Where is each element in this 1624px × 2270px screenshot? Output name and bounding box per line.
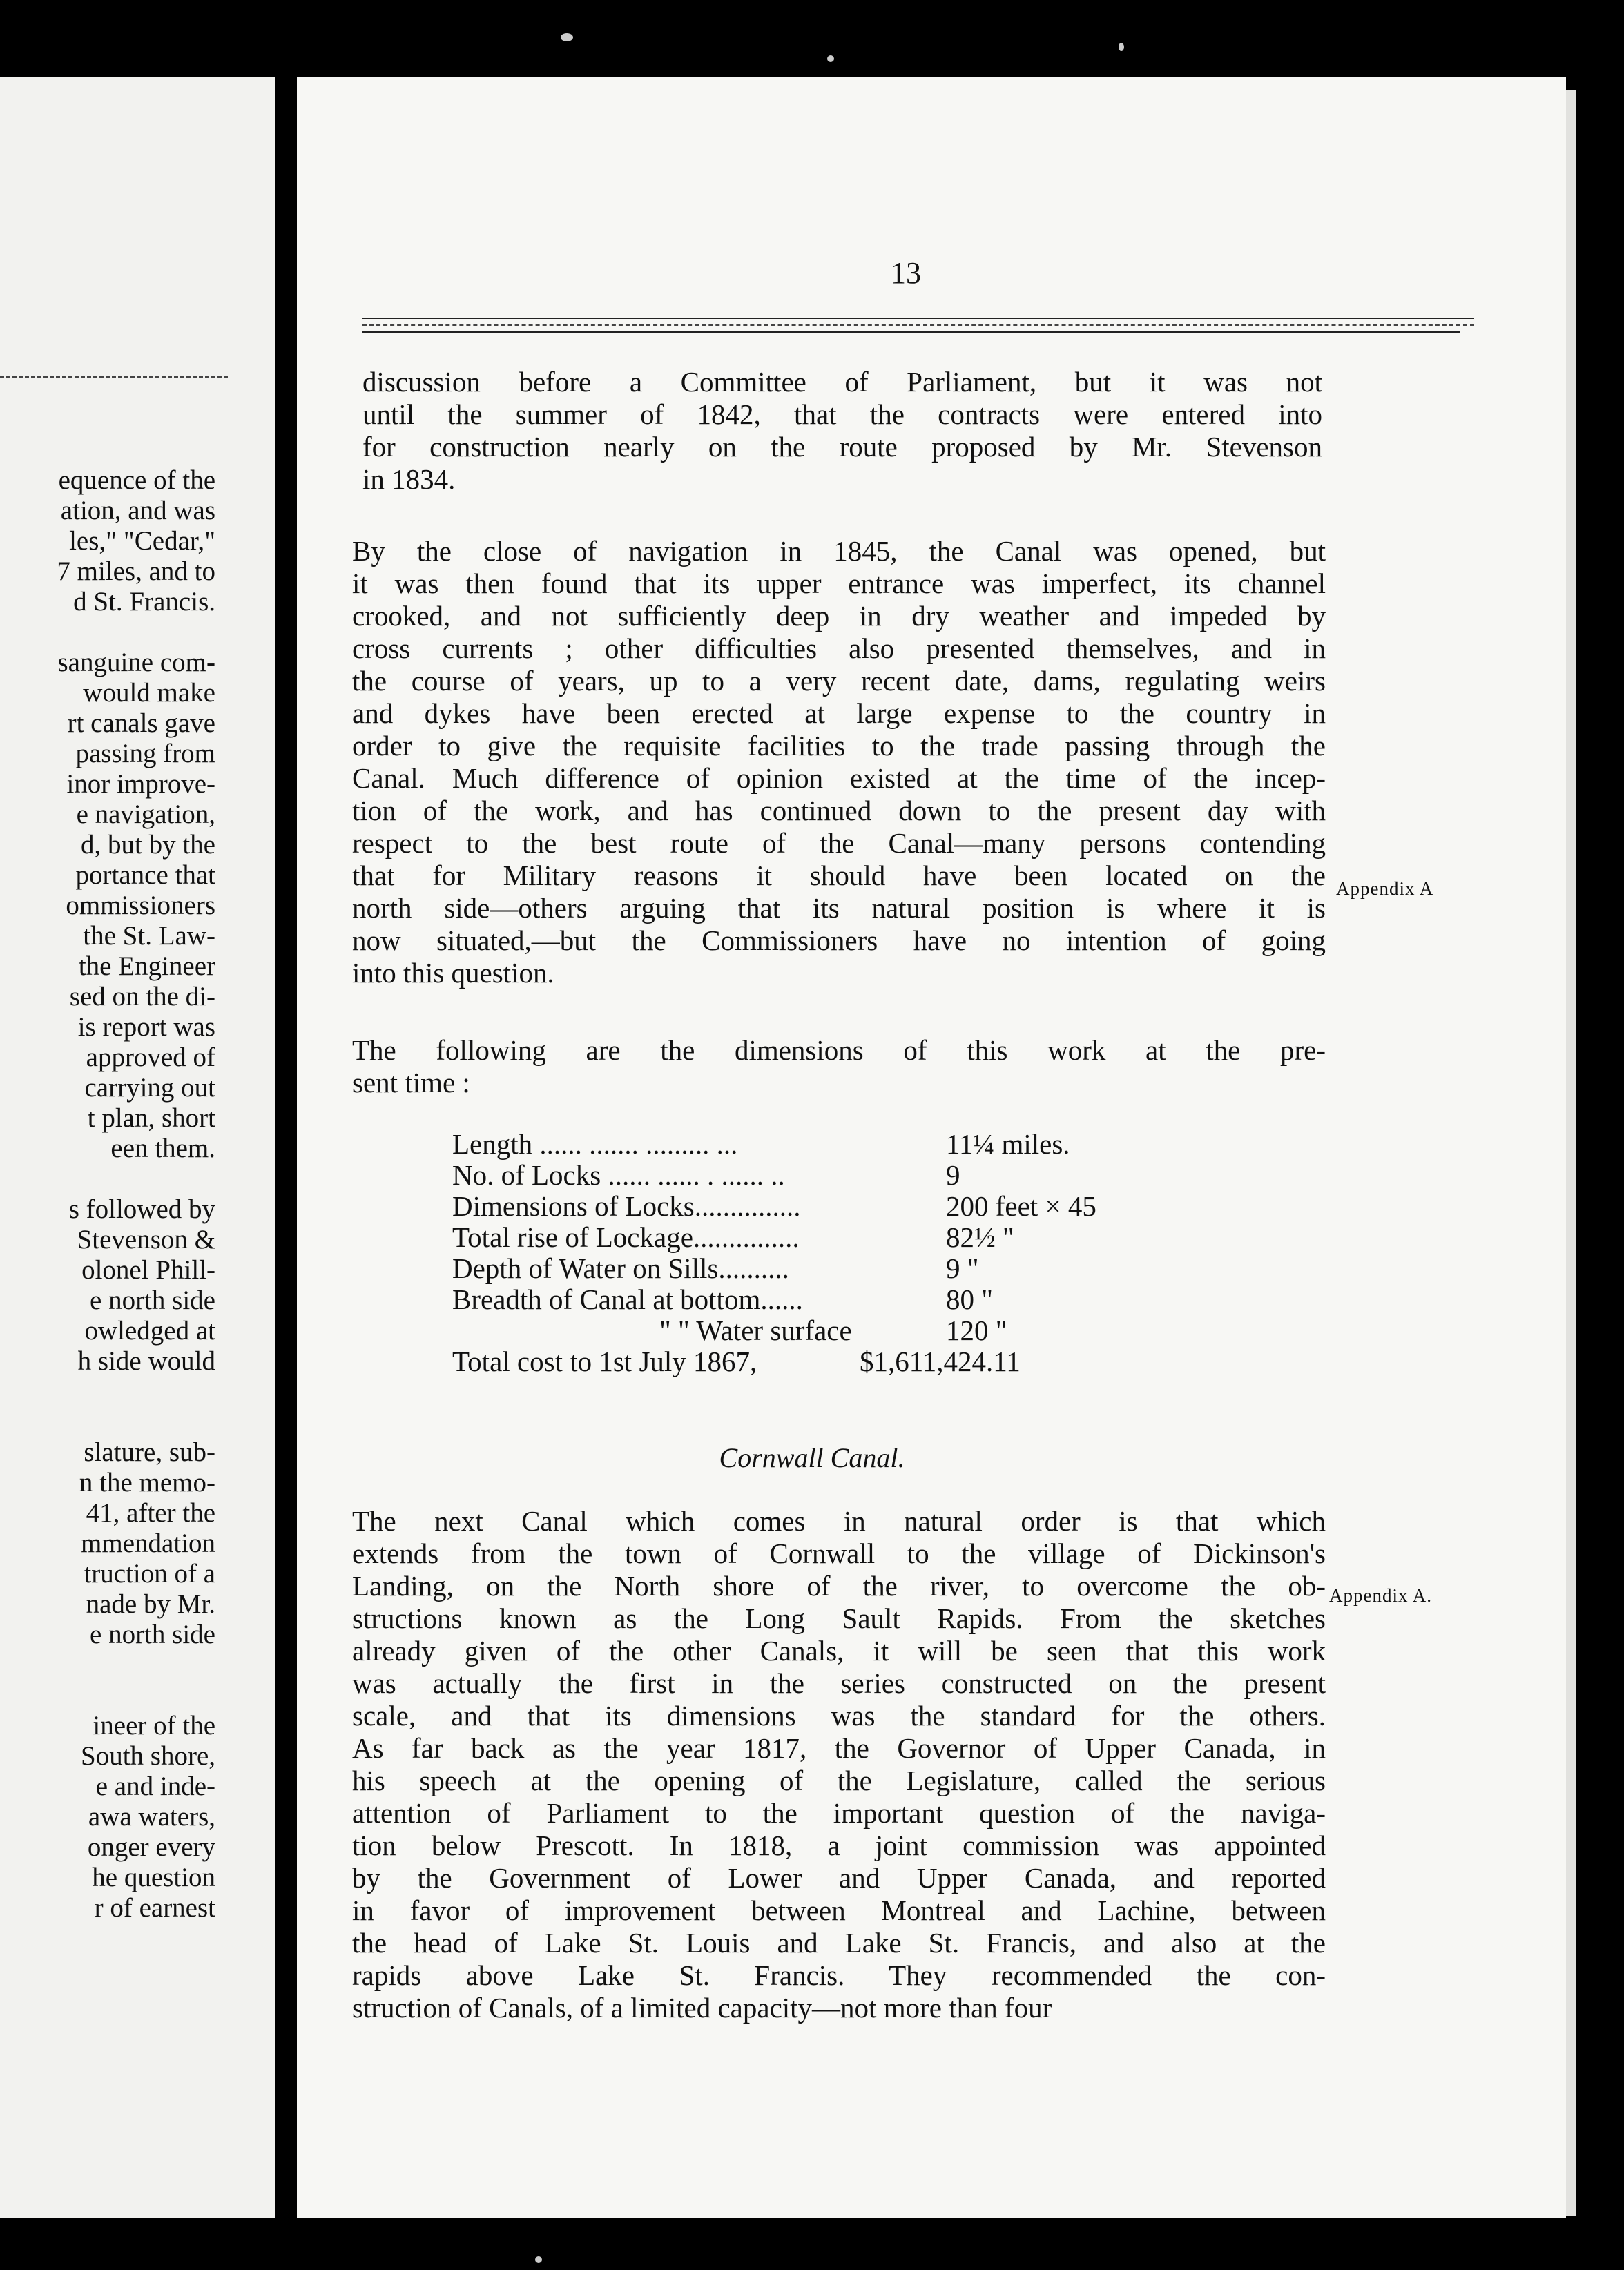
text-line: structions known as the Long Sault Rapids. From the sketches: [352, 1602, 1326, 1634]
text-line: in 1834.: [362, 463, 456, 495]
left-page-line: d St. Francis.: [73, 587, 215, 617]
text-line: that for Military reasons it should have been located on the: [352, 860, 1326, 891]
text-line: now situated,—but the Commissioners have no intention of going: [352, 924, 1326, 956]
dimension-label: " " Water surface: [659, 1315, 852, 1346]
text-line: crooked, and not sufficiently deep in dry weather and impeded by: [352, 600, 1326, 632]
paragraph-4: [352, 1505, 1326, 2024]
text-line: order to give the requisite facilities to the trade passing through the: [352, 730, 1326, 761]
left-page-line: he question: [92, 1863, 215, 1892]
text-line: cross currents ; other difficulties also presented themselves, and in: [352, 632, 1326, 664]
dimension-value: 120 ": [946, 1315, 1007, 1346]
left-page-line: ommissioners: [66, 891, 215, 920]
header-rule: [362, 331, 1460, 333]
left-page-line: mmendation: [81, 1529, 215, 1558]
left-page-line: h side would: [77, 1346, 215, 1376]
dimension-label: No. of Locks ...... ...... . ...... ..: [452, 1159, 785, 1191]
left-page-line: equence of the: [58, 465, 215, 495]
left-page-line: e north side: [90, 1286, 215, 1315]
text-line: sent time :: [352, 1067, 470, 1098]
text-line: By the close of navigation in 1845, the Canal was opened, but: [352, 535, 1326, 567]
dimension-value: 9: [946, 1159, 960, 1191]
dimension-label: Breadth of Canal at bottom......: [452, 1283, 803, 1315]
dimensions-table: [452, 1129, 1212, 1377]
dimension-row: [452, 1129, 1212, 1160]
left-page-line: rt canals gave: [67, 708, 215, 738]
dimension-value: $1,611,424.11: [860, 1346, 1021, 1377]
scan-speck: [561, 33, 573, 41]
left-page-line: e navigation,: [76, 799, 215, 829]
dimension-row: [452, 1160, 1212, 1191]
page-edge: [1566, 90, 1576, 2216]
dimension-value: 11¼ miles.: [946, 1128, 1070, 1160]
left-page-line: 7 miles, and to: [57, 556, 215, 586]
dimension-row: [452, 1315, 1212, 1346]
left-page-line: e north side: [90, 1620, 215, 1649]
text-line: the course of years, up to a very recent date, dams, regulating weirs: [352, 665, 1326, 697]
header-rule: [362, 318, 1474, 319]
text-line: rapids above Lake St. Francis. They recommended the con-: [352, 1959, 1326, 1991]
dimension-value: 80 ": [946, 1283, 993, 1315]
dimension-label: Length ...... ....... ......... ...: [452, 1128, 738, 1160]
text-line: Landing, on the North shore of the river, to overcome the ob-: [352, 1570, 1326, 1602]
left-page-line: onger every: [87, 1832, 215, 1862]
left-page-line: sanguine com-: [57, 648, 215, 677]
dimension-row: [452, 1191, 1212, 1222]
left-page-line: olonel Phill-: [81, 1255, 215, 1285]
left-page-line: d, but by the: [81, 830, 215, 860]
left-page-line: een them.: [110, 1134, 215, 1163]
text-line: it was then found that its upper entrance was imperfect, its channel: [352, 568, 1326, 599]
text-line: respect to the best route of the Canal—many persons contending: [352, 827, 1326, 859]
scan-speck: [535, 2256, 542, 2263]
left-page-line: portance that: [75, 860, 215, 890]
left-page-line: carrying out: [84, 1073, 215, 1103]
text-line: and dykes have been erected at large expense to the country in: [352, 697, 1326, 729]
header-rule: [362, 324, 1474, 326]
text-line: scale, and that its dimensions was the standard for the others.: [352, 1700, 1326, 1731]
left-page-line: s followed by: [68, 1194, 215, 1224]
dimension-value: 200 feet × 45: [946, 1190, 1096, 1222]
left-page-line: t plan, short: [87, 1103, 215, 1133]
left-page-line: Stevenson &: [77, 1225, 215, 1254]
text-line: discussion before a Committee of Parliament, but it was not: [362, 366, 1322, 398]
left-page-line: r of earnest: [94, 1893, 215, 1923]
text-line: As far back as the year 1817, the Governor of Upper Canada, in: [352, 1732, 1326, 1764]
dimension-value: 82½ ": [946, 1221, 1014, 1253]
left-page-line: owledged at: [84, 1316, 215, 1346]
scan-speck: [827, 55, 834, 62]
page-number: 13: [891, 256, 921, 290]
dimension-row: [452, 1284, 1212, 1315]
left-page-line: slature, sub-: [84, 1437, 215, 1467]
left-page-line: inor improve-: [66, 769, 215, 799]
text-line: for construction nearly on the route proposed by Mr. Stevenson: [362, 431, 1322, 463]
left-page-line: ation, and was: [60, 496, 215, 525]
dimension-row: [452, 1346, 1212, 1377]
left-page-rule: [0, 376, 228, 378]
dimension-label: Dimensions of Locks...............: [452, 1190, 801, 1222]
left-page-line: approved of: [86, 1042, 215, 1072]
text-line: tion below Prescott. In 1818, a joint commission was appointed: [352, 1830, 1326, 1861]
left-page-line: the St. Law-: [83, 921, 215, 951]
left-page-line: sed on the di-: [69, 982, 215, 1011]
left-page-line: would make: [83, 678, 215, 708]
text-line: The next Canal which comes in natural order is that which: [352, 1505, 1326, 1537]
text-line: by the Government of Lower and Upper Canada, and reported: [352, 1862, 1326, 1894]
left-page-line: e and inde-: [95, 1772, 215, 1801]
text-line: The following are the dimensions of this work at the pre-: [352, 1034, 1326, 1066]
text-line: tion of the work, and has continued down to the present day with: [352, 795, 1326, 826]
text-line: in favor of improvement between Montreal and Lachine, between: [352, 1894, 1326, 1926]
dimension-row: [452, 1253, 1212, 1284]
text-line: his speech at the opening of the Legislature, called the serious: [352, 1765, 1326, 1796]
text-line: north side—others arguing that its natural position is where it is: [352, 892, 1326, 924]
left-page: [0, 77, 275, 2218]
left-page-line: passing from: [75, 739, 215, 768]
margin-note-appendix: Appendix A: [1336, 878, 1434, 899]
text-line: already given of the other Canals, it will be seen that this work: [352, 1635, 1326, 1667]
paragraph-3: [352, 1034, 1326, 1099]
text-line: extends from the town of Cornwall to the village of Dickinson's: [352, 1537, 1326, 1569]
text-line: was actually the first in the series constructed on the present: [352, 1667, 1326, 1699]
dimension-label: Total rise of Lockage...............: [452, 1221, 800, 1253]
dimension-label: Total cost to 1st July 1867,: [452, 1346, 757, 1377]
paragraph-2: [352, 535, 1326, 989]
dimension-row: [452, 1222, 1212, 1253]
left-page-line: is report was: [77, 1012, 215, 1042]
text-line: until the summer of 1842, that the contracts were entered into: [362, 398, 1322, 430]
margin-note-appendix: Appendix A.: [1329, 1585, 1432, 1606]
left-page-line: South shore,: [81, 1741, 215, 1771]
left-page-line: awa waters,: [88, 1802, 215, 1832]
text-line: struction of Canals, of a limited capacity—not more than four: [352, 1992, 1052, 2024]
left-page-line: les," "Cedar,": [69, 526, 215, 556]
text-line: attention of Parliament to the important question of the naviga-: [352, 1797, 1326, 1829]
paragraph-1: [362, 366, 1322, 496]
scan-speck: [1119, 43, 1124, 51]
left-page-line: 41, after the: [86, 1498, 215, 1528]
left-page-line: truction of a: [84, 1559, 215, 1589]
dimension-value: 9 ": [946, 1252, 979, 1284]
dimension-label: Depth of Water on Sills..........: [452, 1252, 789, 1284]
left-page-line: n the memo-: [79, 1468, 215, 1497]
left-page-line: ineer of the: [93, 1711, 215, 1740]
text-line: into this question.: [352, 957, 554, 989]
left-page-line: nade by Mr.: [86, 1589, 215, 1619]
text-line: the head of Lake St. Louis and Lake St. Francis, and also at the: [352, 1927, 1326, 1959]
section-heading: Cornwall Canal.: [719, 1442, 905, 1473]
text-line: Canal. Much difference of opinion existed at the time of the incep-: [352, 762, 1326, 794]
left-page-line: the Engineer: [78, 951, 215, 981]
